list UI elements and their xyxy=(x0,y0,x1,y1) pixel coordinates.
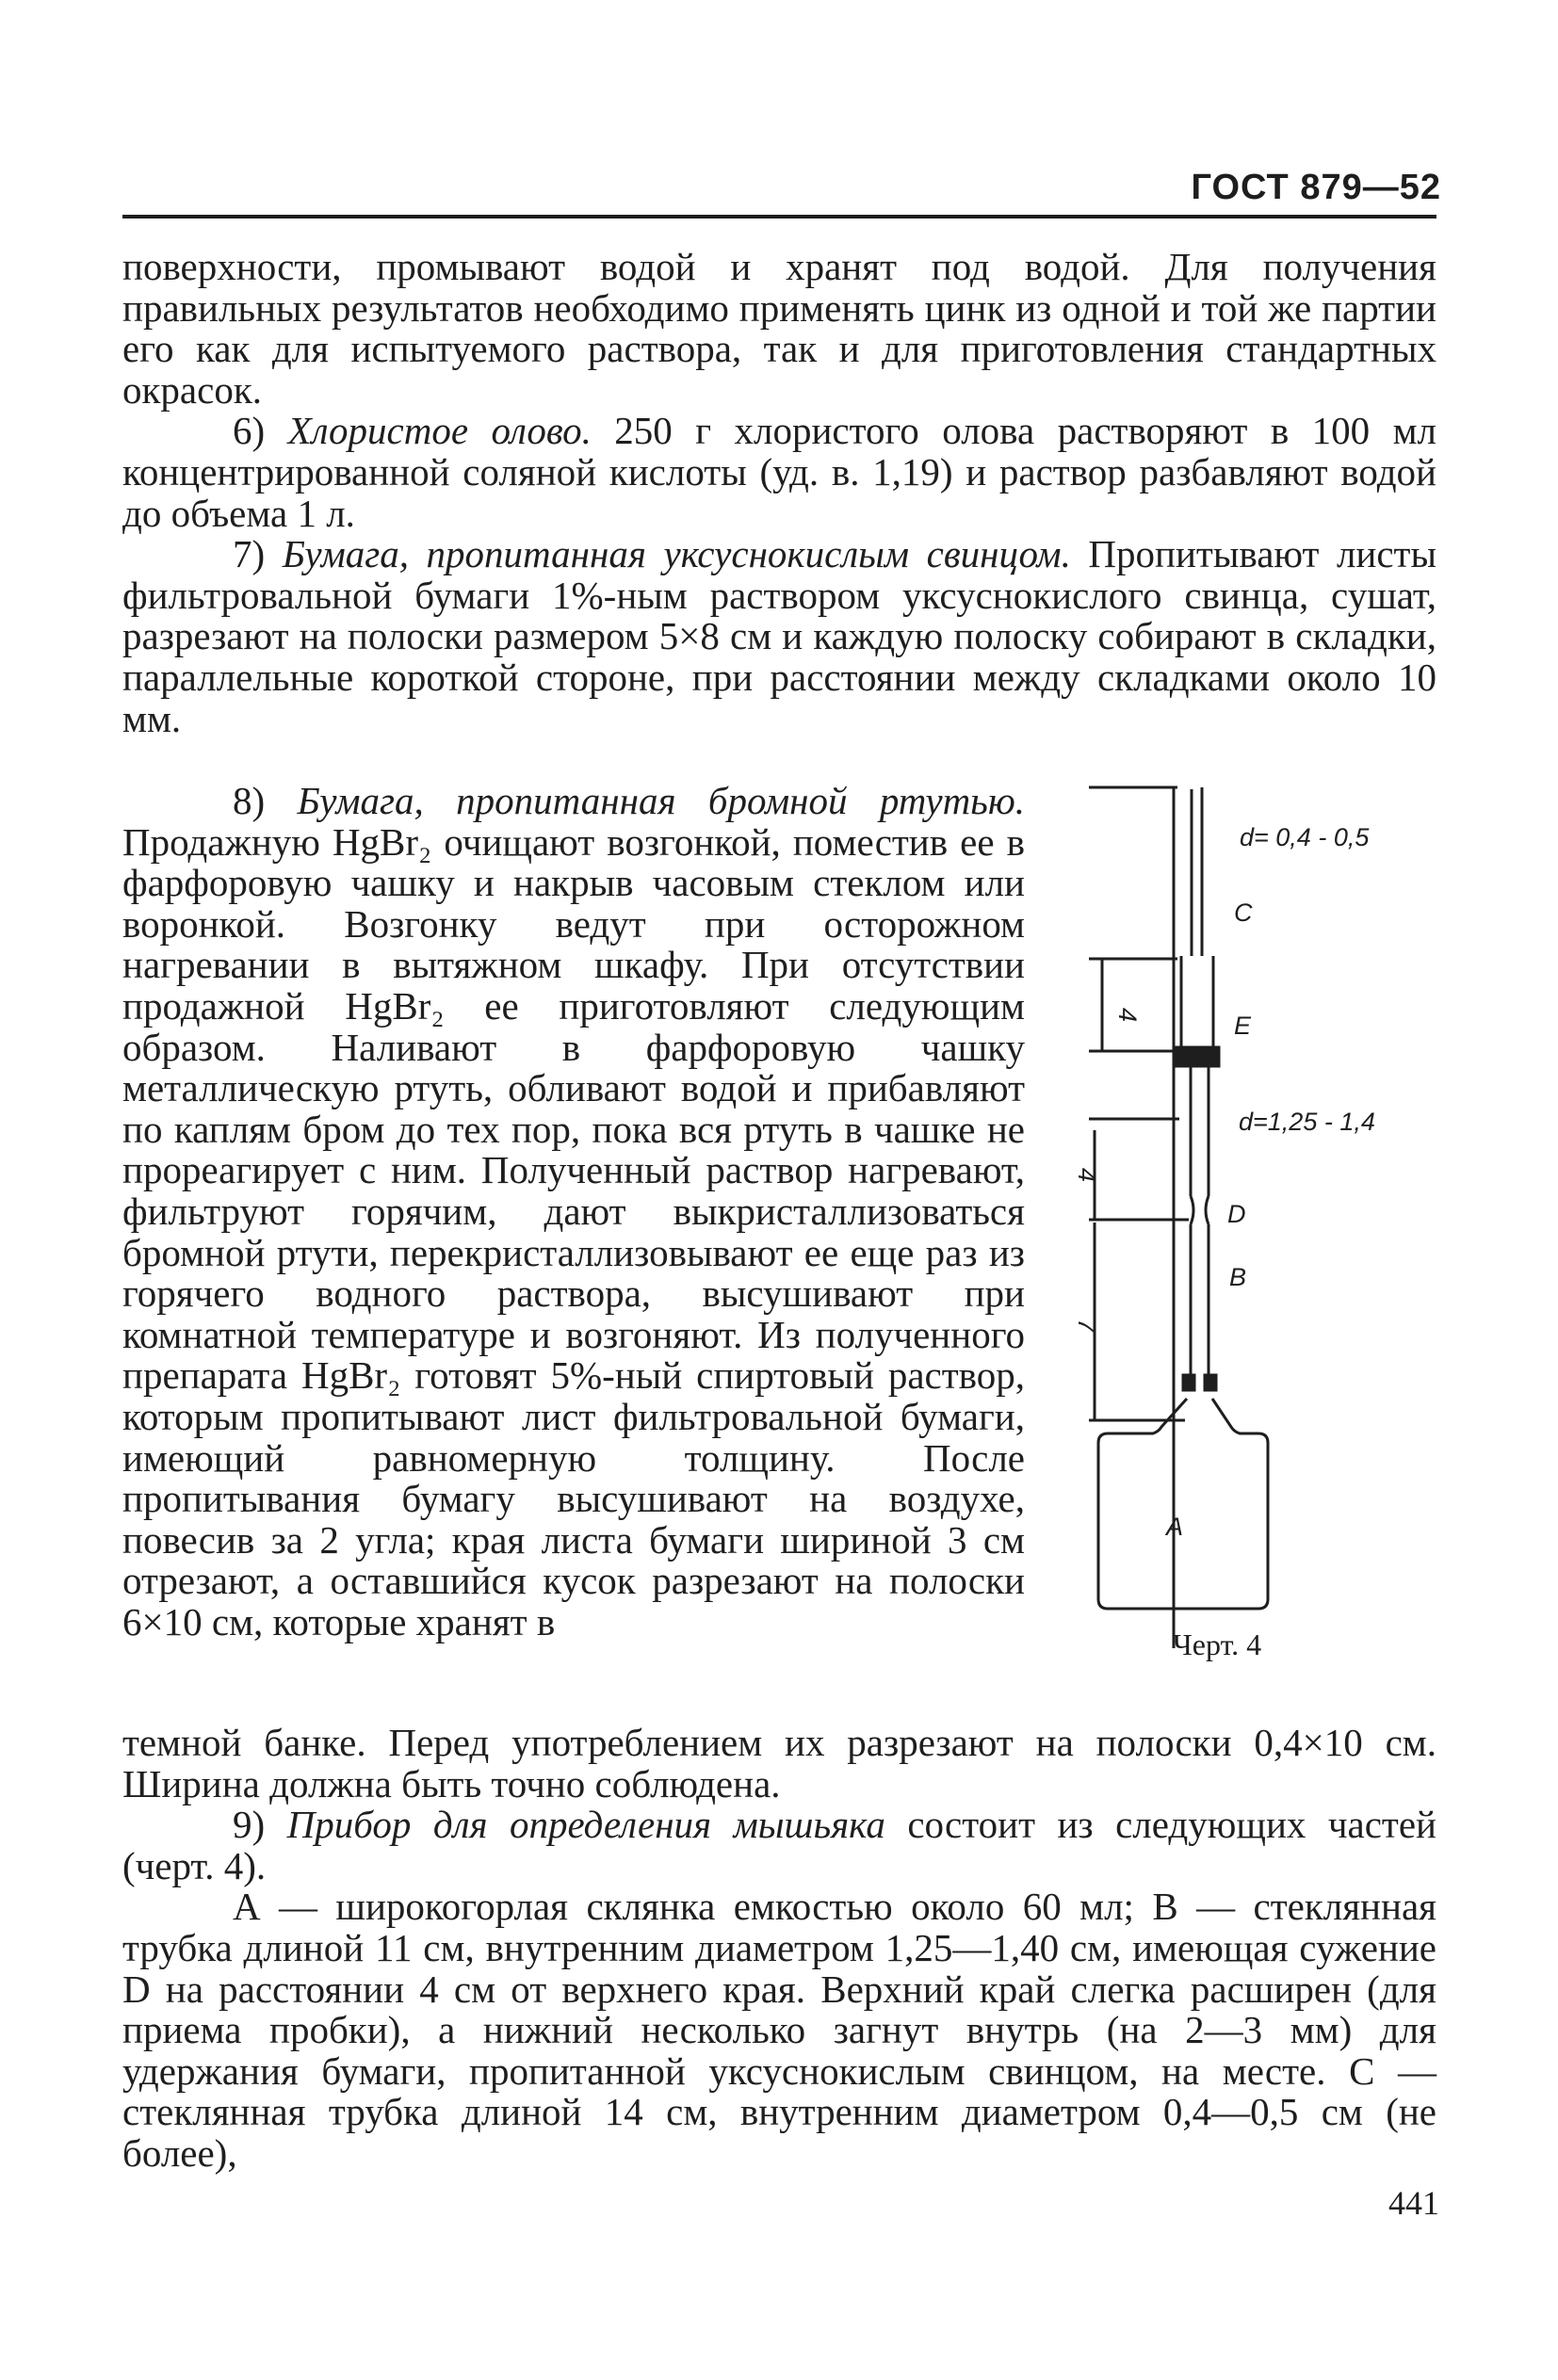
paragraph-8-continuation: темной банке. Перед употреблением их разрезают на полоски 0,4×10 см. Ширина должна быть точно соблюдена. xyxy=(122,1721,1436,1805)
paragraph-9-text: состоит из следующих частей (черт. 4). xyxy=(122,1803,1436,1887)
paragraph-7-text: Пропитывают листы фильтровальной бумаги 1%-ным раствором уксуснокислого свинца, сушат, разрезают на полоски размером 5×8 см и каждую полоску собирают в складки, параллельные короткой стороне, при расстоянии между складками около 10 мм. xyxy=(122,532,1437,740)
dim-label-7: 7 xyxy=(1074,1319,1101,1334)
paragraph-8-text: Продажную HgBr₂ очищают возгонкой, поместив ее в фарфоровую чашку и накрыв часовым стеклом или воронкой. Возгонку ведут при осторожном нагревании в вытяжном шкафу. При отсутствии продажной HgBr₂ ее приготовляют следующим образом. Наливают в фарфоровую чашку металлическую ртуть, обливают водой и прибавляют по каплям бром до тех пор, пока вся ртуть в чашке не прореагирует с ним. Полученный раствор нагревают, фильтруют горячим, дают выкристаллизоваться бромной ртути, перекристаллизовывают ее еще раз из горячего водного раствора, высушивают при комнатной температуре и возгоняют. Из полученного препарата HgBr₂ готовят 5%-ный спиртовый раствор, которым пропитывают лист фильтровальной бумаги, имеющий равномерную толщину. После пропитывания бумагу высушивают на воздухе, повесив за 2 угла; края листа бумаги шириной 3 см отрезают, а оставшийся кусок разрезают на полоски 6×10 см, которые хранят в xyxy=(122,819,1025,1643)
label-e: E xyxy=(1234,1012,1252,1040)
text-block-bottom xyxy=(122,1723,1436,2175)
paragraph-7-title: Бумага, пропитанная уксуснокислым свинцом. xyxy=(282,532,1071,576)
paragraph-7 xyxy=(122,534,1436,739)
label-b: B xyxy=(1229,1263,1247,1291)
dim-label-4-lower: 4 xyxy=(1074,1168,1101,1183)
label-c: C xyxy=(1234,899,1253,927)
label-d-mid: d=1,25 - 1,4 xyxy=(1239,1108,1375,1136)
paragraph-9-title: Прибор для определения мышьяка xyxy=(286,1803,885,1847)
paragraph-parts-list: А — широкогорлая склянка емкостью около 60 мл; В — стеклянная трубка длиной 11 см, внутренним диаметром 1,25—1,40 см, имеющая сужение D на расстоянии 4 см от верхнего края. Верхний край слегка расширен (для приема пробки), а нижний несколько загнут внутрь (на 2—3 мм) для удержания бумаги, пропитанной уксуснокислым свинцом, на месте. С — стеклянная трубка длиной 14 см, внутренним диаметром 0,4—0,5 см (не более), xyxy=(122,1885,1436,2175)
paragraph-6-title: Хлористое олово. xyxy=(287,409,592,453)
paragraph-8 xyxy=(122,781,1025,1643)
paragraph-8-number: 8) xyxy=(233,779,298,822)
paragraph-9-number: 9) xyxy=(233,1803,287,1847)
figure-arsenic-apparatus xyxy=(1074,772,1451,1648)
page-number: 441 xyxy=(1388,2184,1439,2222)
apparatus-drawing xyxy=(1074,772,1451,1648)
paragraph-6-text: 250 г хлористого олова растворяют в 100 мл концентрированной соляной кислоты (уд. в. 1,19) и раствор разбавляют водой до объема 1 л. xyxy=(122,409,1437,535)
standard-header: ГОСТ 879—52 xyxy=(1191,168,1441,207)
paragraph-6 xyxy=(122,411,1436,534)
paragraph-9 xyxy=(122,1805,1436,1886)
label-d-top: d= 0,4 - 0,5 xyxy=(1240,823,1370,851)
paragraph-6-number: 6) xyxy=(233,409,288,453)
figure-caption: Черт. 4 xyxy=(1173,1627,1262,1661)
paragraph-continuation: поверхности, промывают водой и хранят под водой. Для получения правильных результатов необходимо применять цинк из одной и той же партии его как для испытуемого раствора, так и для приготовления стандартных окрасок. xyxy=(122,245,1436,412)
text-block-wrapped xyxy=(122,781,1025,1643)
text-block-top xyxy=(122,247,1436,739)
paragraph-8-title: Бумага, пропитанная бромной ртутью. xyxy=(297,779,1025,822)
label-a: A xyxy=(1166,1513,1184,1541)
dim-label-4-upper: 4 xyxy=(1113,1008,1142,1023)
header-rule xyxy=(122,215,1436,219)
label-d: D xyxy=(1227,1200,1246,1228)
paragraph-7-number: 7) xyxy=(233,532,283,576)
